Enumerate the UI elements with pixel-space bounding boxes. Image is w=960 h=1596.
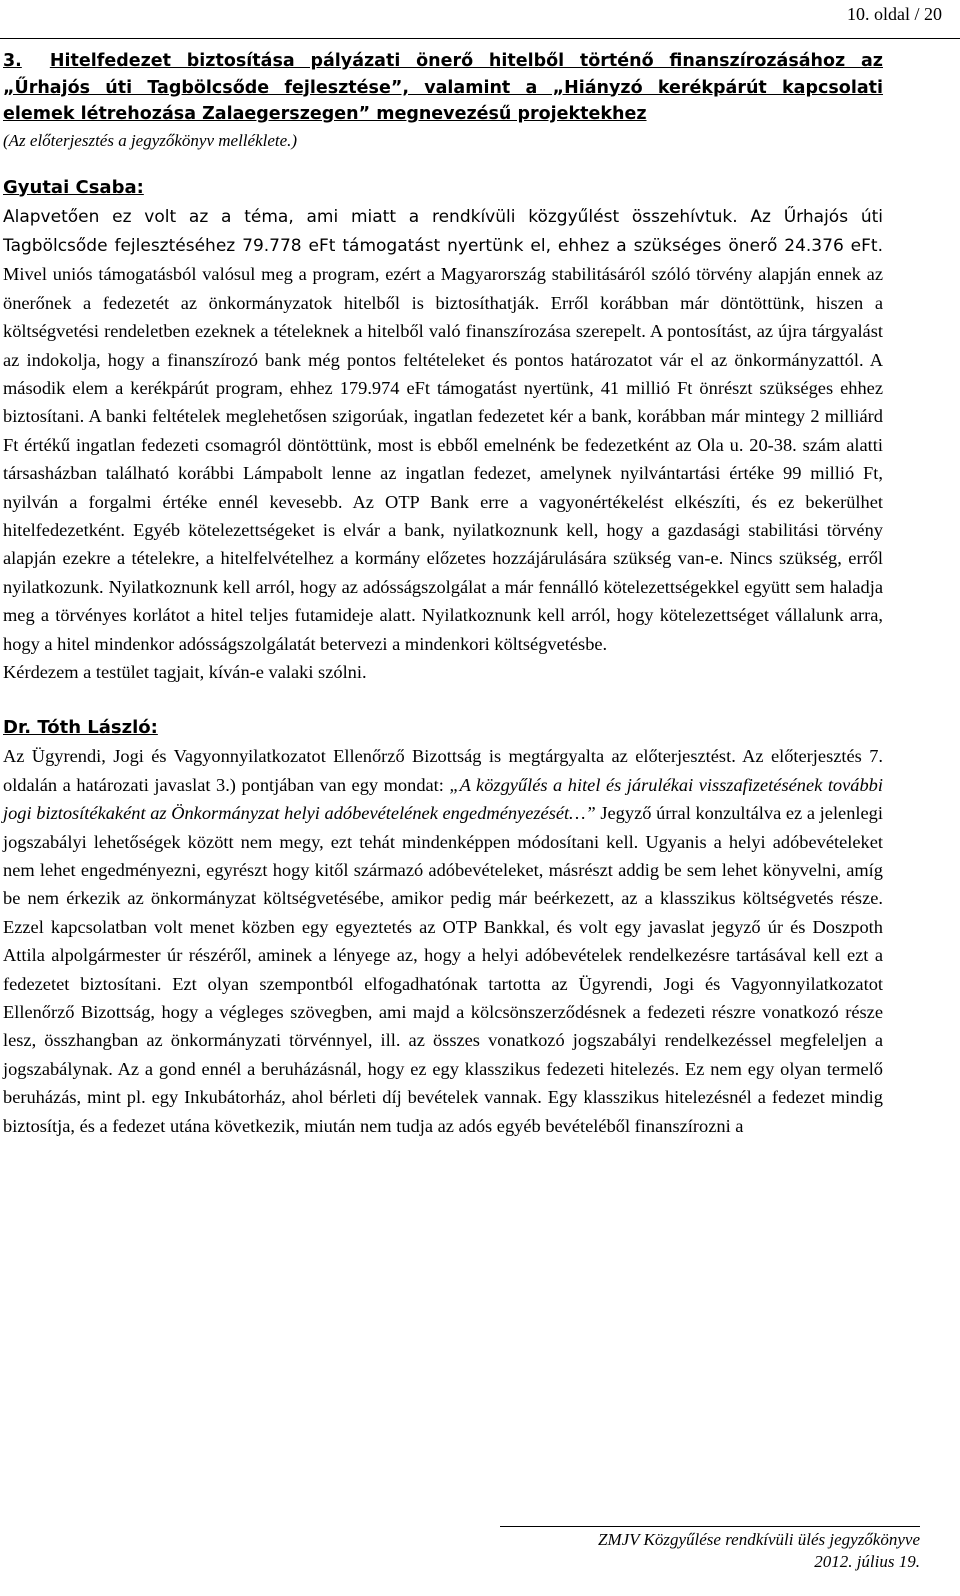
section-title-text: Hitelfedezet biztosítása pályázati önerő hitelből történő finanszírozásához az „Űrhajós úti Tagbölcsőde fejlesztése”, valamint a „Hiányzó kerékpárút kapcsolati elemek létrehozása Zalaegerszegen” megnevezésű projektekhez [3,51,883,124]
speech-gyutai-csaba [3,202,883,659]
speech-toth-before-quote: Az Ügyrendi, Jogi és Vagyonnyilatkozatot Ellenőrző Bizottság is megtárgyalta az előterjesztést. Az előterjesztés 7. oldalán a határozati javaslat 3.) pontjában van egy mondat: [3,746,883,795]
speech-gyutai-closing: Kérdezem a testület tagjait, kíván-e valaki szólni. [3,662,367,682]
page-footer [500,1526,920,1573]
footer-title: ZMJV Közgyűlése rendkívüli ülés jegyzőkönyve [500,1526,920,1551]
speaker-toth-laszlo: Dr. Tóth László: [3,717,158,739]
speech-toth-after-quote: Jegyző úrral konzultálva ez a jelenlegi jogszabályi lehetőségek között nem megy, ezt tehát mindenképpen módosítani kell. Ugyanis a helyi adóbevételeket nem lehet engedményezni, egyrészt hogy kitől származó adóbevételeket, másrészt addig be sem lehet könyvelni, amíg be nem érkezik az önkormányzat költségvetésébe, amikor pedig már beérkezett, az a klasszikus költségvetés része. Ezzel kapcsolatban volt menet közben egy egyeztetés az OTP Bankkal, és volt egy javaslat jegyző úr és Doszpoth Attila alpolgármester úr részéről, aminek a lényege az, hogy a helyi adóbevételek rendelkezésre tartásával kell ezt a fedezetet biztosítani. Ezt olyan szempontból elfogadhatónak tartotta az Ügyrendi, Jogi és Vagyonnyilatkozatot Ellenőrző Bizottság, hogy a végleges szövegben, ami majd a kölcsönszerződésnek a fedezeti részre vonatkozó része lesz, összhangban az önkormányzati törvénnyel, ill. az összes vonatkozó jogszabályi rendelkezéssel megfeleljen a jogszabálynak. Az a gond ennél a beruházásnál, hogy ez egy klasszikus fedezeti hitelezés. Ez nem egy olyan termelő beruházás, mint pl. egy Inkubátorház, ahol bérleti díj bevételek vannak. Egy klasszikus hitelezésnél a fedezet mindig biztosítja, és a fedezet utána következik, miután nem tudja az adós egyéb bevételéből finanszírozni a [3,803,883,1136]
speech-toth-quote: „A közgyűlés a hitel és járulékai visszafizetésének további jogi biztosítékaként az Önkormányzat helyi adóbevételének engedményezését…” [3,774,883,824]
section-title [3,48,883,128]
document-body [3,48,883,1140]
speaker-gyutai-csaba: Gyutai Csaba: [3,176,144,198]
section-note: (Az előterjesztés a jegyzőkönyv melléklete.) [3,130,298,150]
section-number: 3. [3,51,22,71]
speech-gyutai-intro: Alapvetően ez volt az a téma, ami miatt a rendkívüli közgyűlést összehívtuk. Az Űrhajós úti Tagbölcsőde fejlesztéséhez 79.778 eFt támogatást nyertünk el, ehhez a szükséges önerő 24.376 eFt. [3,206,883,256]
speech-gyutai-body: Mivel uniós támogatásból valósul meg a program, ezért a Magyarország stabilitásáról szóló törvény alapján ennek az önerőnek a fedezetét az önkormányzatok hitelből is biztosíthatják. Erről korábban már döntöttünk, hiszen a költségvetési rendeletben ezeknek a tételeknek a hitelből való finanszírozása szerepelt. A pontosítást, az újra tárgyalást az indokolja, hogy a finanszírozó bank még pontos feltételeket és pontos határozatot vár el az önkormányzattól. A második elem a kerékpárút program, ehhez 179.974 eFt támogatást nyertünk, 41 millió Ft önrészt szükséges ehhez biztosítani. A banki feltételek meglehetősen szigorúak, ingatlan fedezetet kér a bank, korábban már mintegy 2 milliárd Ft értékű ingatlan fedezeti csomagról döntöttünk, most is ebből emelnénk be fedezetként az Ola u. 20-38. szám alatti társasházban található korábbi Lámpabolt lenne az ingatlan fedezet, amelynek nyilvántartási értéke 99 millió Ft, nyilván a forgalmi értéke ennél kevesebb. Az OTP Bank erre a vagyonértékelést elkészíti, és ez bekerülhet hitelfedezetként. Egyéb kötelezettségeket is elvár a bank, nyilatkoznunk kell, hogy a gazdasági stabilitási törvény alapján ezekre a tételekre, a hitelfelvételhez a kormány előzetes hozzájárulására szükség van-e. Nincs szükség, erről nyilatkozunk. Nyilatkoznunk kell arról, hogy az adósságszolgálat a már fennálló kötelezettségekkel együtt sem haladja meg a törvényes korlátot a hitel teljes futamideje alatt. Nyilatkoznunk kell arról, hogy kötelezettséget vállalunk arra, hogy a hitel mindenkor adósságszolgálatát betervezi a mindenkori költségvetésbe. [3,264,883,654]
header-divider [0,38,960,39]
footer-date: 2012. július 19. [814,1552,920,1571]
speech-toth-laszlo [3,742,883,1140]
page-number: 10. oldal / 20 [847,4,942,24]
